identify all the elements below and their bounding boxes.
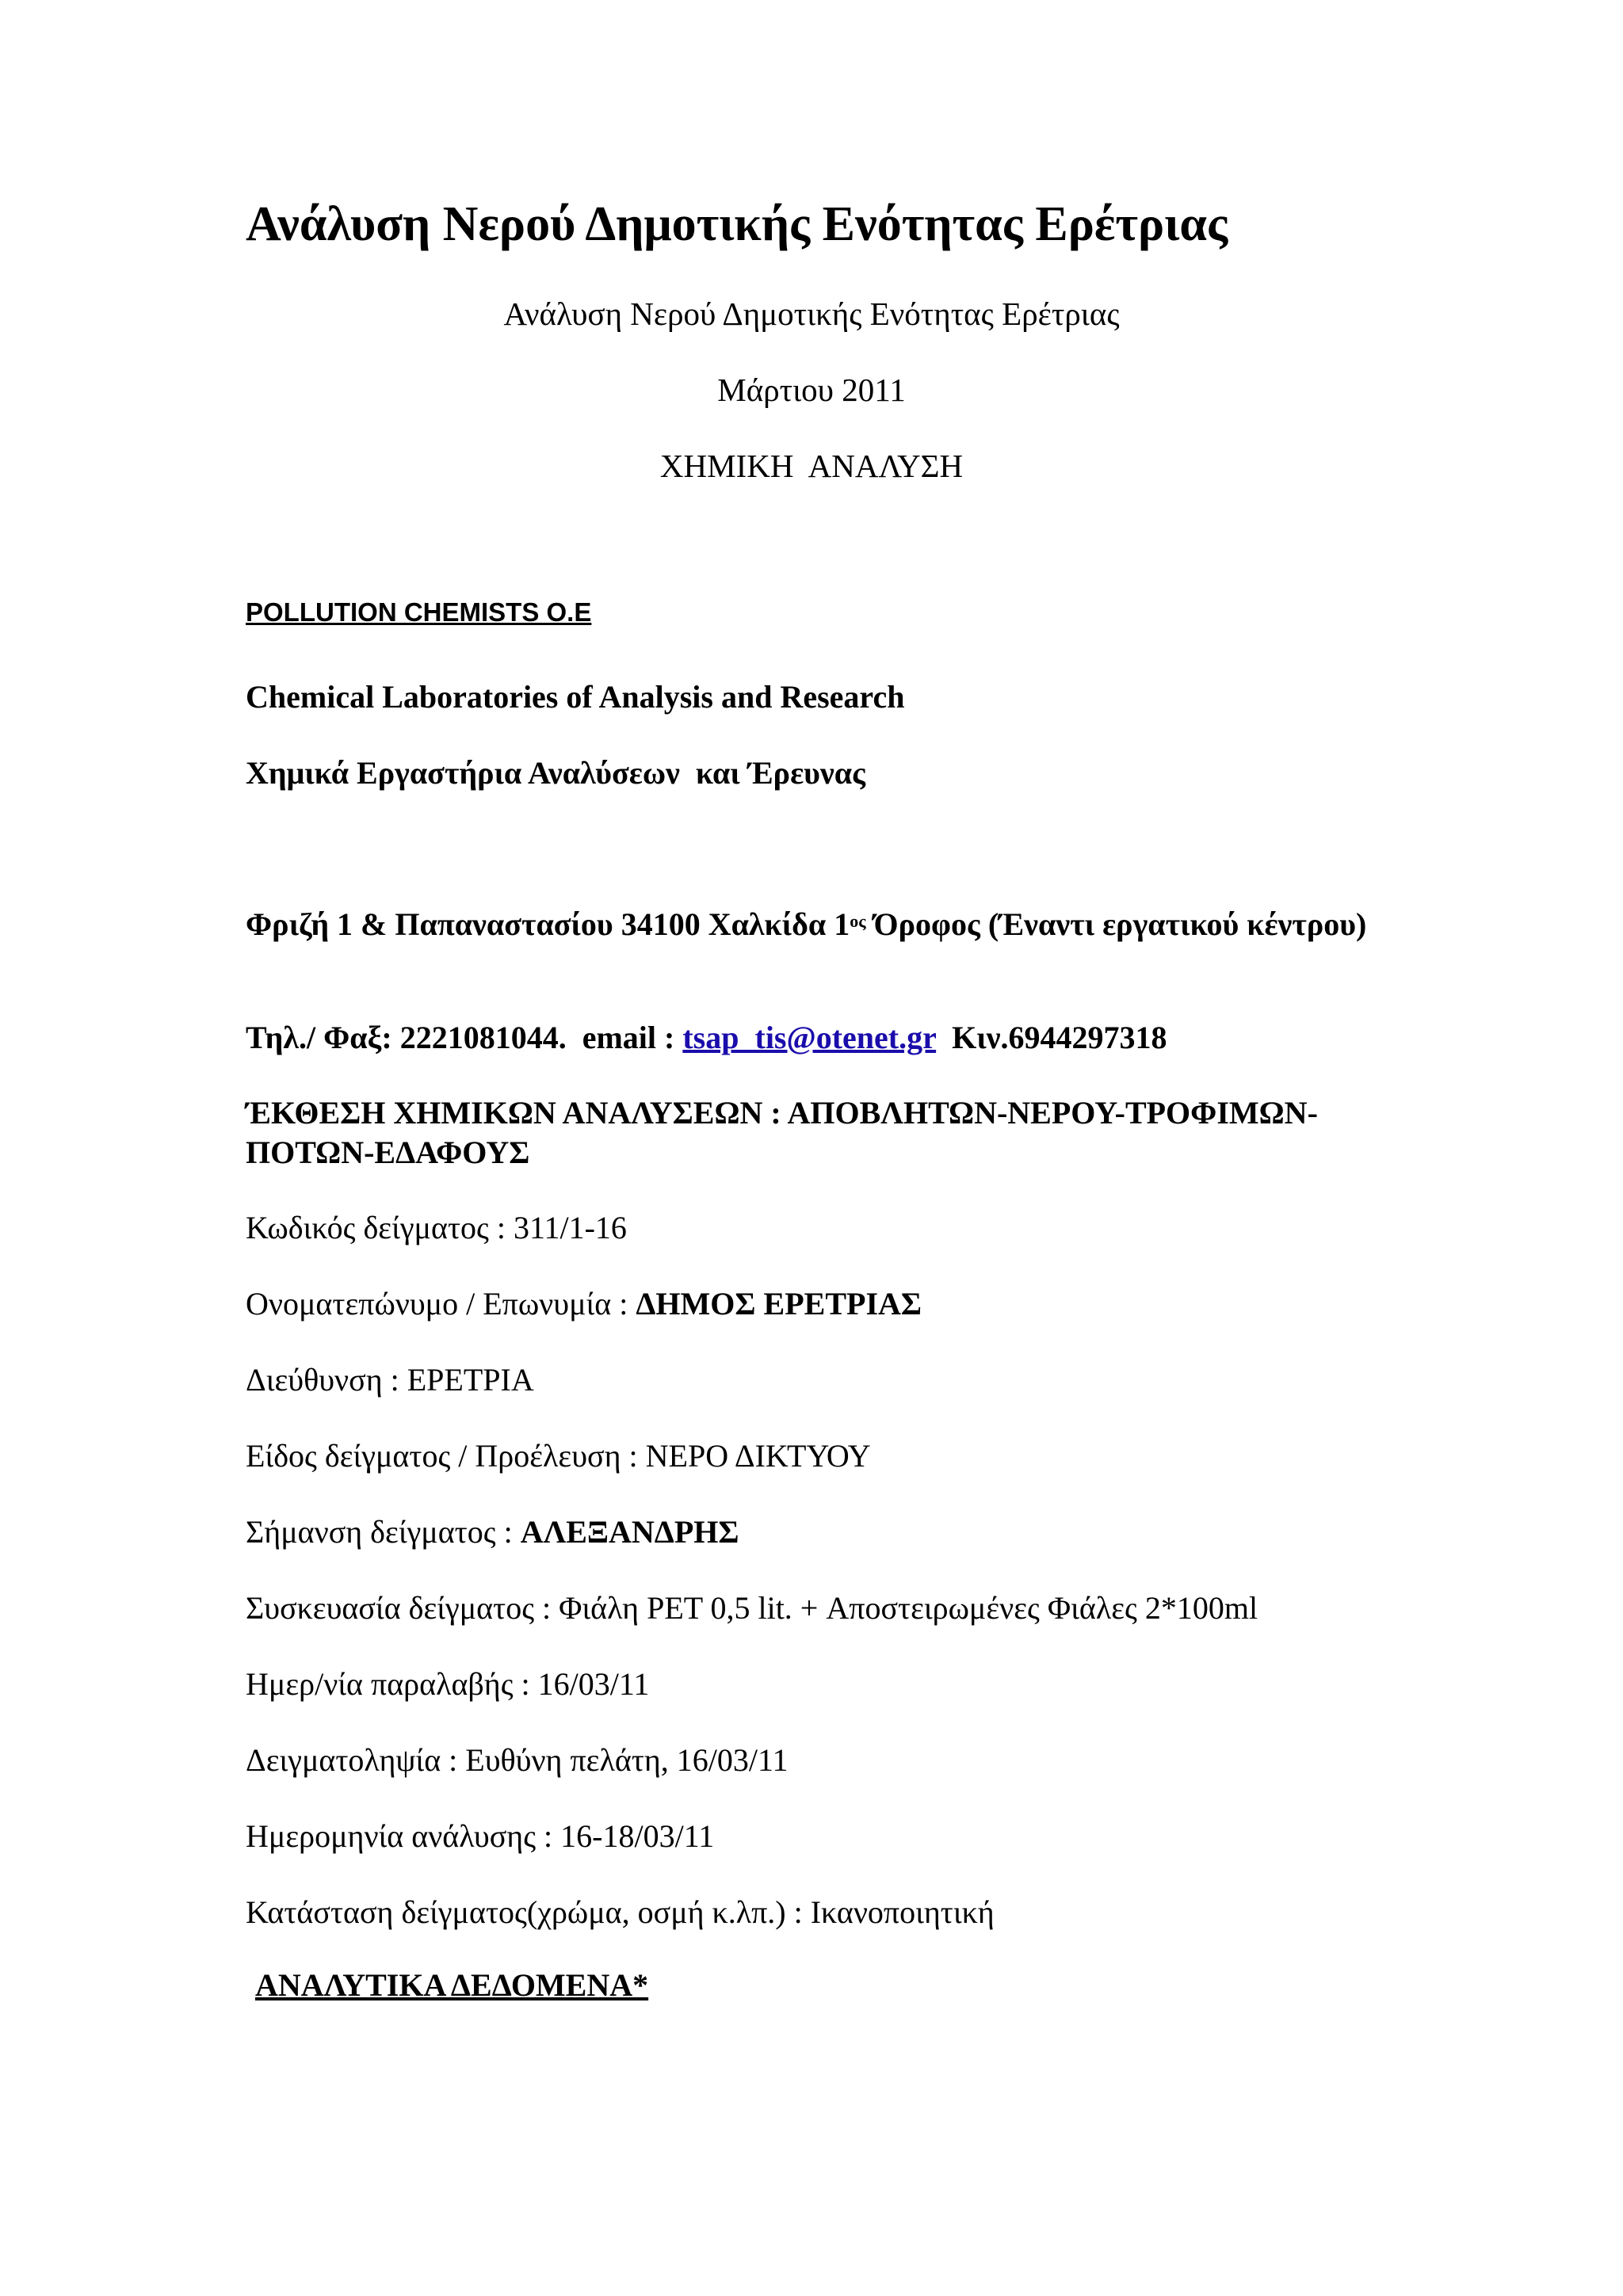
- sample-condition-label: Κατάσταση δείγματος(χρώμα, οσμή κ.λπ.) :: [246, 1894, 811, 1930]
- received-date-label: Ημερ/νία παραλαβής :: [246, 1666, 538, 1702]
- lab-name-en: Chemical Laboratories of Analysis and Research: [246, 679, 905, 715]
- contact-phone-fax: Τηλ./ Φαξ: 2221081044. email :: [246, 1020, 683, 1055]
- sample-marking-label: Σήμανση δείγματος :: [246, 1514, 521, 1550]
- company-name: POLLUTION CHEMISTS O.E: [246, 597, 592, 627]
- analysis-date-value: 16-18/03/11: [560, 1818, 715, 1854]
- analysis-type: ΧΗΜΙΚΗ ΑΝΑΛΥΣΗ: [659, 448, 964, 484]
- sample-type-value: ΝΕΡΟ ΔΙΚΤΥΟΥ: [645, 1438, 871, 1474]
- analytic-data-heading: ΑΝΑΛΥΤΙΚΑ ΔΕΔΟΜΕΝΑ*: [255, 1967, 649, 2003]
- sampling-value: Ευθύνη πελάτη, 16/03/11: [465, 1742, 789, 1778]
- received-date: [246, 1665, 649, 1703]
- email-link[interactable]: tsap_tis@otenet.gr: [682, 1020, 937, 1055]
- sample-code-label: Κωδικός δείγματος :: [246, 1210, 514, 1245]
- sample-marking-value: ΑΛΕΞΑΝΔΡΗΣ: [520, 1514, 739, 1550]
- document-title: Ανάλυση Νερού Δημοτικής Ενότητας Ερέτριας: [246, 197, 1228, 251]
- client-address: [246, 1361, 534, 1398]
- address-value: ΕΡΕΤΡΙΑ: [407, 1362, 534, 1398]
- document-date: Μάρτιου 2011: [717, 372, 906, 408]
- sample-code: [246, 1209, 627, 1246]
- report-heading: ΈΚΘΕΣΗ ΧΗΜΙΚΩΝ ΑΝΑΛΥΣΕΩΝ : ΑΠΟΒΛΗΤΩΝ-ΝΕΡΟΥ-ΤΡΟΦΙΜΩΝ-ΠΟΤΩΝ-ΕΔΑΦΟΥΣ: [246, 1095, 1318, 1170]
- lab-address: [246, 905, 1387, 944]
- sample-packaging-label: Συσκευασία δείγματος :: [246, 1590, 559, 1626]
- lab-contact: [246, 1019, 1167, 1056]
- client-name: [246, 1285, 922, 1322]
- address-part1: Φριζή 1 & Παπαναστασίου 34100 Χαλκίδα 1: [246, 906, 850, 942]
- address-label: Διεύθυνση :: [246, 1362, 407, 1398]
- address-floor-suffix: ος: [850, 911, 866, 931]
- contact-mobile: Κιν.6944297318: [936, 1020, 1167, 1055]
- lab-name-gr: Χημικά Εργαστήρια Αναλύσεων και Έρευνας: [246, 755, 865, 791]
- sampling-label: Δειγματοληψία :: [246, 1742, 466, 1778]
- analysis-date-label: Ημερομηνία ανάλυσης :: [246, 1818, 561, 1854]
- sample-code-value: 311/1-16: [513, 1210, 627, 1245]
- sample-packaging-value: Φιάλη PET 0,5 lit. + Αποστειρωμένες Φιάλες 2*100ml: [559, 1590, 1258, 1626]
- sample-packaging: [246, 1589, 1258, 1627]
- sampling: [246, 1741, 789, 1779]
- sample-condition: [246, 1894, 995, 1931]
- client-value: ΔΗΜΟΣ ΕΡΕΤΡΙΑΣ: [636, 1286, 922, 1322]
- sample-type-label: Είδος δείγματος / Προέλευση :: [246, 1438, 646, 1474]
- received-date-value: 16/03/11: [537, 1666, 650, 1702]
- sample-type: [246, 1437, 871, 1474]
- sample-marking: [246, 1513, 739, 1550]
- analysis-date: [246, 1817, 714, 1855]
- address-part2: Όροφος (Έναντι εργατικού κέντρου): [865, 906, 1367, 942]
- document-subtitle: Ανάλυση Νερού Δημοτικής Ενότητας Ερέτριας: [503, 296, 1120, 332]
- client-label: Ονοματεπώνυμο / Επωνυμία :: [246, 1286, 636, 1322]
- sample-condition-value: Ικανοποιητική: [810, 1894, 995, 1930]
